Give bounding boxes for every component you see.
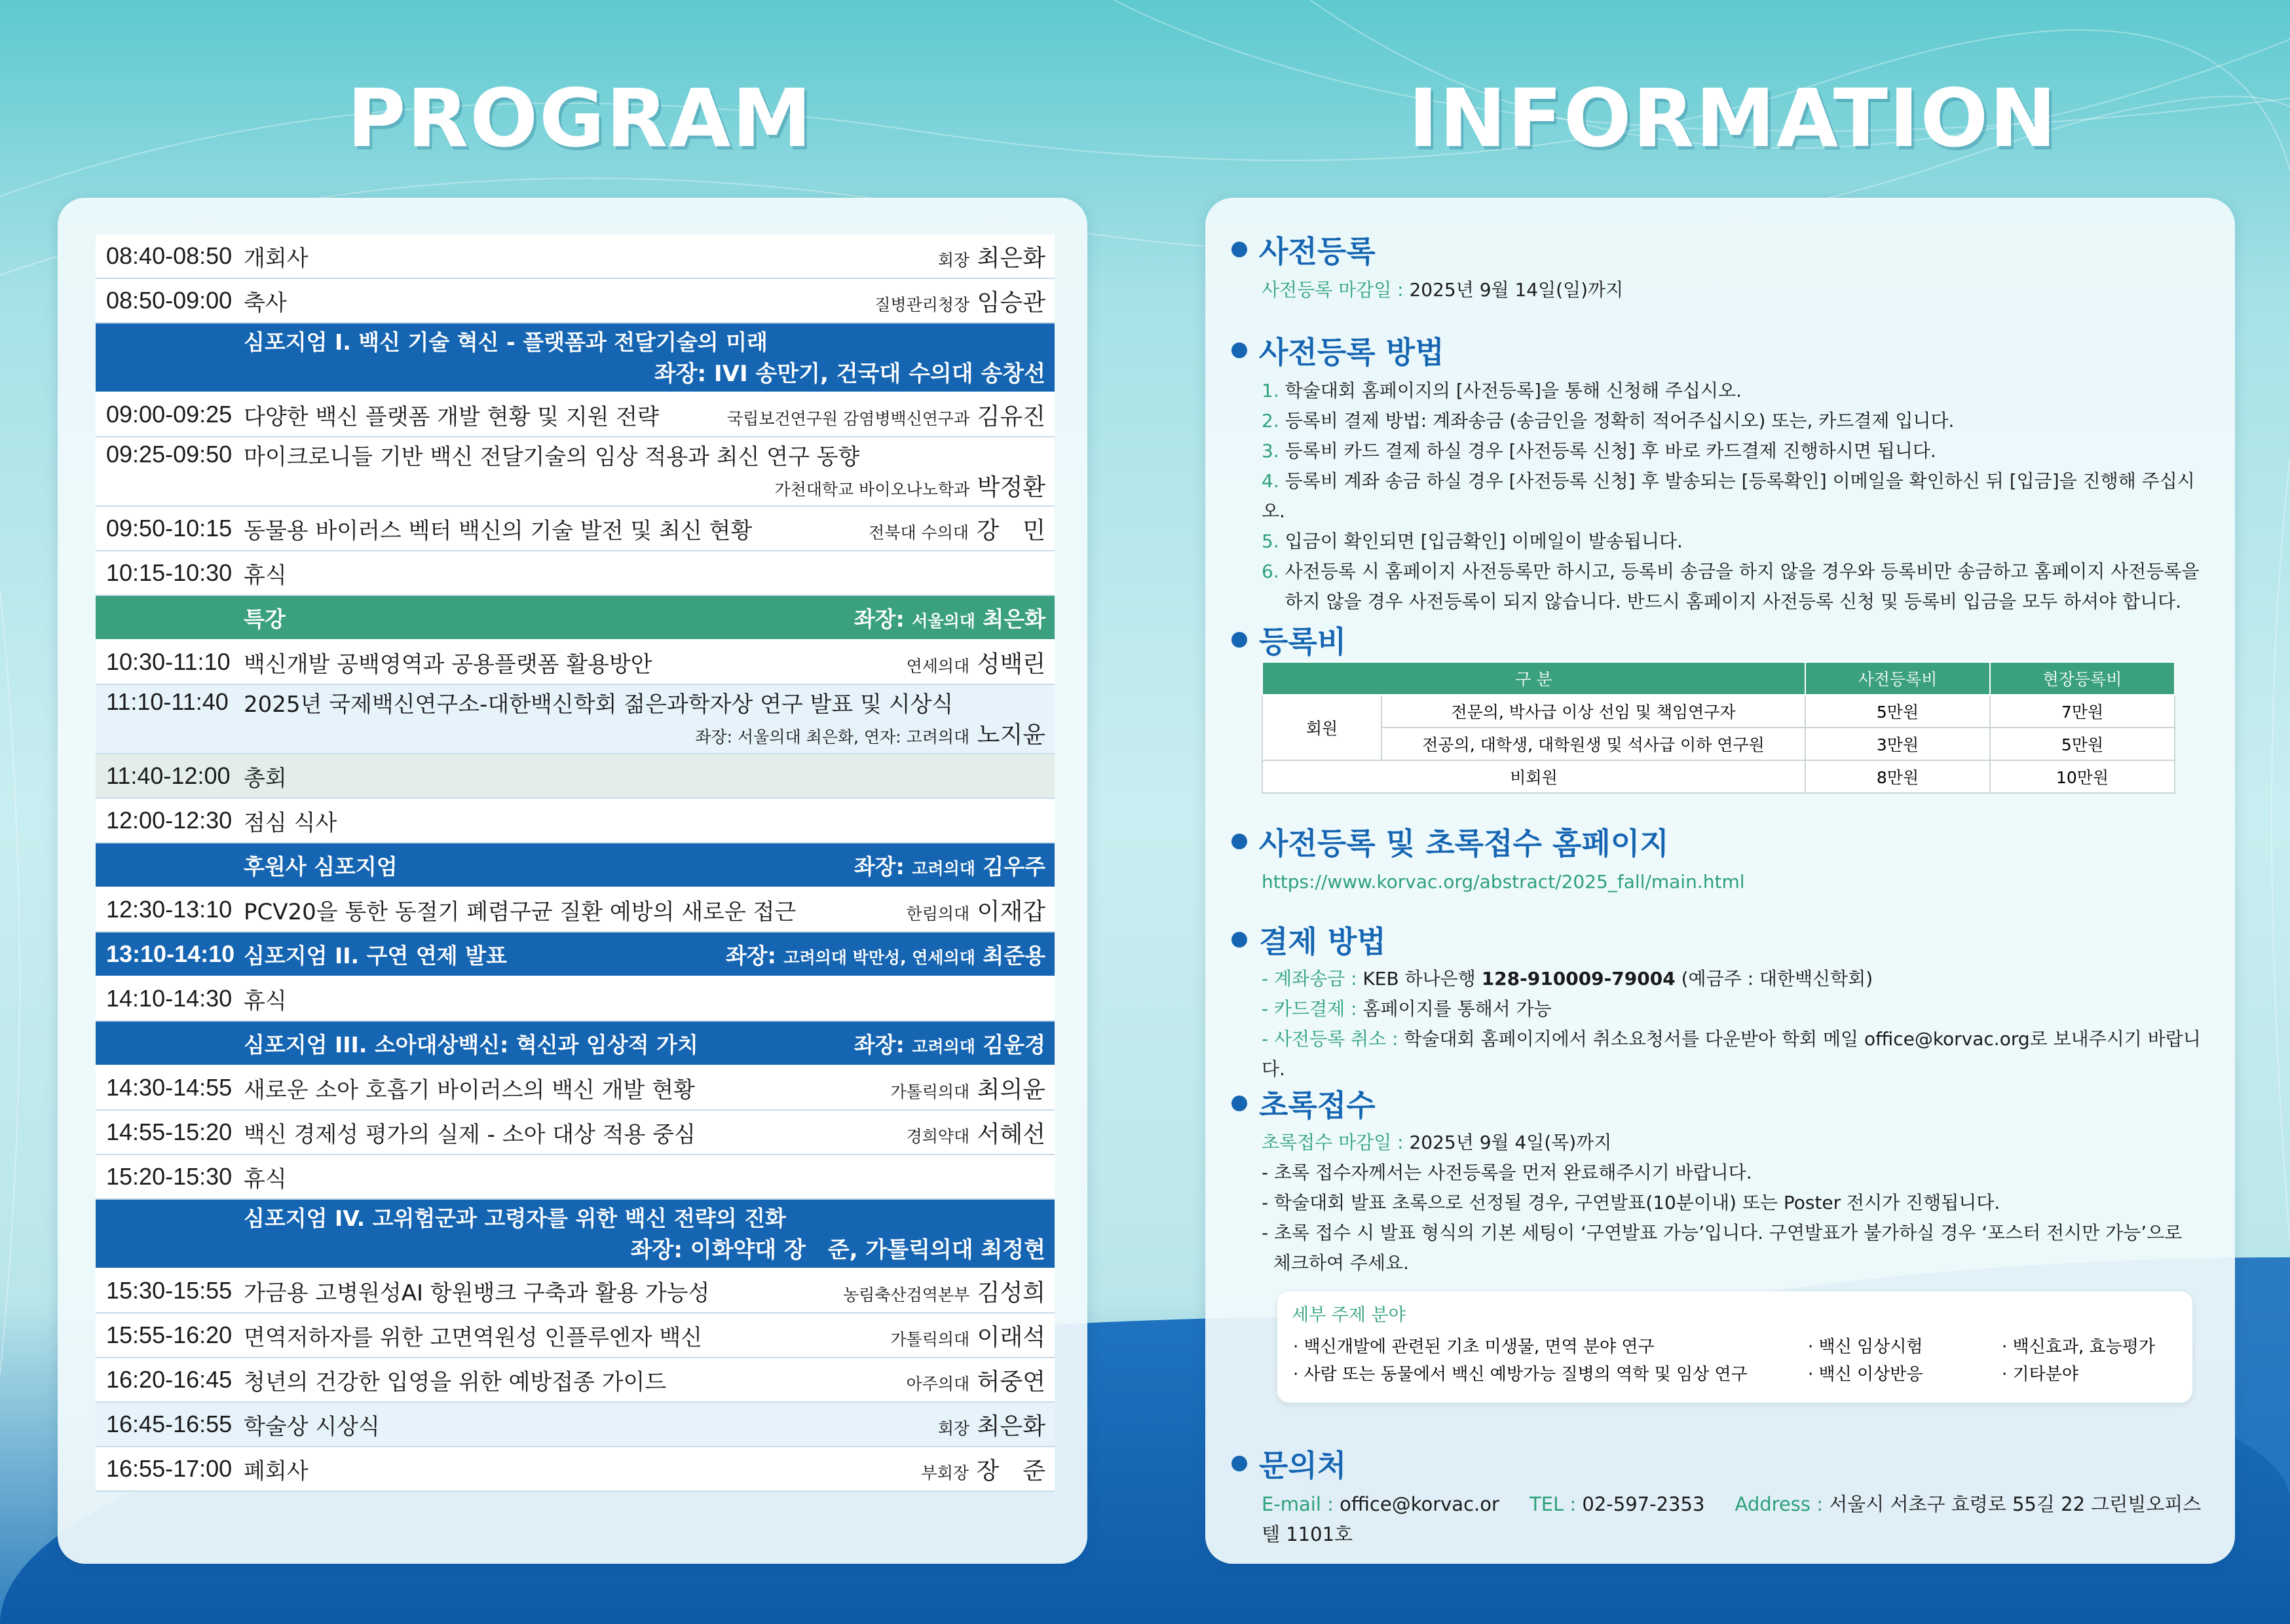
session-chair: 좌장: 이화약대 장 준, 가톨릭의대 최정현: [630, 1237, 1045, 1263]
session-title: 2025년 국제백신연구소-대한백신학회 젊은과학자상 연구 발표 및 시상식: [244, 691, 954, 718]
method-item: 5. 입금이 확인되면 [입금확인] 이메일이 발송됩니다.: [1262, 530, 1683, 552]
section-title: 등록비: [1231, 618, 2214, 661]
session-title: 동물용 바이러스 벡터 백신의 기술 발전 및 최신 현황: [244, 517, 753, 544]
session-title: 휴식: [244, 987, 287, 1014]
program-row: [96, 393, 1055, 437]
session-time: 16:45-16:55: [106, 1411, 233, 1437]
session-time: 16:20-16:45: [106, 1366, 233, 1393]
payment-item: - 사전등록 취소 : 학술대회 홈페이지에서 취소요청서를 다운받아 학회 메일 office@korvac.org로 보내주시기 바랍니다.: [1262, 1028, 2201, 1080]
session-time: 09:50-10:15: [106, 515, 233, 542]
session-time: 15:55-16:20: [106, 1321, 233, 1348]
abstract-note: - 초록 접수 시 발표 형식의 기본 세팅이 ‘구연발표 가능’입니다. 구연발표가 불가하실 경우 ‘포스터 전시만 가능’으로: [1262, 1222, 2183, 1244]
program-row: [96, 1155, 1055, 1200]
contact-tel: 02-597-2353: [1582, 1493, 1705, 1515]
speaker-affiliation: 연세의대: [906, 656, 970, 676]
session-time: 12:00-12:30: [106, 807, 233, 834]
speaker-affiliation: 회장: [937, 250, 970, 270]
program-row: [96, 1269, 1055, 1314]
program-row: [96, 799, 1055, 843]
session-time: 15:20-15:30: [106, 1163, 233, 1190]
program-row: [96, 1066, 1055, 1111]
contact-line: E-mail : office@korvac.or TEL : 02-597-2353 Address : 서울시 서초구 효령로 55길 22 그린빌오피스텔 1101호: [1262, 1493, 2202, 1545]
program-row: [96, 754, 1055, 799]
section-title: 사전등록 방법: [1231, 329, 2214, 372]
program-row: [96, 437, 1055, 507]
contact-address: 서울시 서초구 효령로 55길 22 그린빌오피스텔 1101호: [1262, 1493, 2202, 1545]
session-header: [96, 932, 1055, 977]
chair-affiliation: 서울의대: [912, 611, 975, 631]
session-title: 청년의 건강한 입영을 위한 예방접종 가이드: [244, 1369, 667, 1395]
speaker: 아주의대 허중연: [906, 1368, 1045, 1395]
session-title: 새로운 소아 호흡기 바이러스의 백신 개발 현황: [244, 1077, 695, 1103]
program-row: [96, 1358, 1055, 1403]
program-table: [96, 234, 1055, 1492]
method-item: 4. 등록비 계좌 송금 하실 경우 [사전등록 신청] 후 발송되는 [등록확인] 이메일을 확인하신 뒤 [입금]을 진행해 주십시오.: [1262, 470, 2195, 522]
speaker-affiliation: 경희약대: [906, 1126, 970, 1146]
session-time: 09:25-09:50: [106, 441, 233, 468]
session-header: [96, 843, 1055, 888]
information-heading: INFORMATION: [1408, 72, 2058, 165]
session-time: 12:30-13:10: [106, 896, 233, 923]
abstract-deadline: 2025년 9월 4일(목)까지: [1409, 1132, 1612, 1153]
payment-item: - 계좌송금 : KEB 하나은행 128-910009-79004 (예금주 : 대한백신학회): [1262, 968, 1873, 989]
fee-table: 구 분 사전등록비 현장등록비 회원 전문의, 박사급 이상 선임 및 책임연구자 5만원 7만원 전공의, 대학생, 대학원생 및 석사급 이하 연구원 3만원 5만원 비회원 8만원 10만원: [1262, 661, 2175, 794]
program-row: [96, 1314, 1055, 1358]
chair-affiliation: 고려의대: [912, 858, 975, 878]
program-row: [96, 977, 1055, 1022]
session-time: 09:00-09:25: [106, 401, 233, 428]
speaker-affiliation: 농림축산검역본부: [843, 1285, 970, 1304]
session-title: 마이크로니들 기반 백신 전달기술의 임상 적용과 최신 연구 동향: [244, 443, 860, 470]
program-row: [96, 685, 1055, 754]
chair-affiliation: 고려의대 박만성, 연세의대: [783, 948, 975, 967]
session-time: 16:55-17:00: [106, 1455, 233, 1482]
program-row: [96, 551, 1055, 596]
method-item: 2. 등록비 결제 방법: 계좌송금 (송금인을 정확히 적어주십시오) 또는, 카드결제 입니다.: [1262, 410, 1955, 432]
session-title: 특강: [244, 606, 286, 632]
session-time: 10:15-10:30: [106, 559, 233, 586]
session-time: 14:30-14:55: [106, 1074, 233, 1101]
speaker: 가톨릭의대 최의윤: [890, 1076, 1045, 1103]
contact-email[interactable]: office@korvac.or: [1340, 1493, 1499, 1515]
session-time: 14:55-15:20: [106, 1118, 233, 1145]
program-row: [96, 1111, 1055, 1155]
payment-item: - 카드결제 : 홈페이지를 통해서 가능: [1262, 998, 1552, 1020]
speaker-affiliation: 국립보건연구원 감염병백신연구과: [727, 409, 970, 428]
speaker: 회장 최은화: [937, 1412, 1045, 1440]
speaker-affiliation: 가천대학교 바이오나노학과: [774, 480, 970, 499]
program-row: [96, 1403, 1055, 1447]
session-title: 축사: [244, 289, 287, 316]
speaker: 연세의대 성백린: [906, 650, 1045, 678]
session-title: 가금용 고병원성AI 항원뱅크 구축과 활용 가능성: [244, 1280, 710, 1306]
abstract-note: - 초록 접수자께서는 사전등록을 먼저 완료해주시기 바랍니다.: [1262, 1162, 1752, 1183]
session-title: 백신개발 공백영역과 공용플랫폼 활용방안: [244, 651, 652, 678]
session-header: [96, 1022, 1055, 1066]
program-row: [96, 1447, 1055, 1492]
speaker-affiliation: 질병관리청장: [874, 295, 970, 314]
session-time: 08:40-08:50: [106, 242, 233, 269]
speaker: 농림축산검역본부 김성희: [843, 1279, 1045, 1306]
prereg-deadline-label: 사전등록 마감일 :: [1262, 279, 1404, 301]
section-title: 문의처: [1231, 1442, 2214, 1485]
session-title: 심포지엄 I. 백신 기술 혁신 - 플랫폼과 전달기술의 미래: [244, 329, 768, 355]
speaker: 가천대학교 바이오나노학과 박정환: [774, 474, 1045, 501]
program-row: [96, 507, 1055, 551]
speaker: 좌장: 서울의대 최은화, 연자: 고려의대 노지윤: [695, 722, 1045, 748]
session-time: 13:10-14:10: [106, 940, 235, 967]
session-title: 심포지엄 IV. 고위험군과 고령자를 위한 백신 전략의 진화: [244, 1205, 786, 1231]
session-title: 심포지엄 III. 소아대상백신: 혁신과 임상적 가치: [244, 1031, 698, 1058]
section-title: 사전등록 및 초록접수 홈페이지: [1231, 820, 2214, 863]
session-chair: 좌장: 고려의대 김우주: [854, 853, 1045, 879]
session-title: 총회: [244, 765, 287, 792]
program-heading: PROGRAM: [347, 72, 813, 165]
speaker-affiliation: 한림의대: [906, 904, 970, 923]
session-title: 심포지엄 II. 구연 연제 발표: [244, 942, 507, 969]
session-title: PCV20을 통한 동절기 폐렴구균 질환 예방의 새로운 접근: [244, 898, 797, 925]
detail-topics-box: 세부 주제 분야 · 백신개발에 관련된 기초 미생물, 면역 분야 연구 · 사람 또는 동물에서 백신 예방가능 질병의 역학 및 임상 연구 · 백신 임상시험 · 백신 이상반응 · 백신효과, 효능평가 · 기타분야: [1277, 1291, 2192, 1403]
speaker: 전북대 수의대 강 민: [869, 517, 1045, 544]
chair-affiliation: 고려의대: [912, 1037, 975, 1056]
method-item: 1. 학술대회 홈페이지의 [사전등록]을 통해 신청해 주십시오.: [1262, 380, 1742, 401]
speaker-affiliation: 아주의대: [906, 1374, 970, 1393]
session-title: 휴식: [244, 562, 287, 589]
session-title: 다양한 백신 플랫폼 개발 현황 및 지원 전략: [244, 403, 659, 430]
speaker: 회장 최은화: [937, 244, 1045, 272]
section-title: 결제 방법: [1231, 918, 2214, 961]
prereg-deadline: 2025년 9월 14일(일)까지: [1409, 279, 1624, 301]
session-chair: 좌장: 고려의대 박만성, 연세의대 최준용: [725, 942, 1045, 969]
session-chair: 좌장: 고려의대 김윤경: [854, 1031, 1045, 1058]
speaker: 한림의대 이재갑: [906, 898, 1045, 925]
session-header: [96, 596, 1055, 640]
speaker-affiliation: 부회장: [921, 1463, 969, 1483]
session-title: 면역저하자를 위한 고면역원성 인플루엔자 백신: [244, 1324, 703, 1351]
speaker: 국립보건연구원 감염병백신연구과 김유진: [727, 403, 1045, 430]
payment-list: [1231, 964, 2214, 1084]
speaker: 부회장 장 준: [921, 1457, 1045, 1485]
session-header: [96, 323, 1055, 393]
homepage-link[interactable]: https://www.korvac.org/abstract/2025_fall/main.html: [1262, 871, 1745, 893]
information-panel: 사전등록 사전등록 마감일 : 2025년 9월 14일(일)까지 사전등록 방법 1. 학술대회 홈페이지의 [사전등록]을 통해 신청해 주십시오. 2. 등록비 결제 방법: 계좌송금 (송금인을 정확히 적어주십시오) 또는, 카드결제 입니다. 3. 등록비 카드 결제 하실 경우 [사전등록 신청] 후 바로 카드결제 진행하시면 됩니다. 4. 등록비 계좌 송금 하실 경우 [사전등록 신청] 후 발송되는 [등록확인] 이메일을 확인하신 뒤 [입금]을 진행해 주십시오. 5. 입금이 확인되면 [입금확인] 이메일이 발송됩니다. 6. 사전등록 시 홈페이지 사전등록만 하시고, 등록비 송금을 하지 않을 경우와 등록비만 송금하고 홈페이지 사전등록을 하지 않을 경우 사전등록이 되지 않습니다. 반드시 홈페이지 사전등록 신청 및 등록비 입금을 모두 하셔야 합니다. 등록비 구 분 사전등록비 현장등록비 회원 전문의, 박사급 이상 선임 및 책임연구자 5만원 7만원 전공의, 대학생, 대학원생 및 석사급 이하 연구원 3만원 5만원 비회원 8만원 10만원 사전등록 및 초록접수 홈페이지 https://www.korvac.org/abstract/2025_fall/main.html 결제 방법 - 계좌송금 : KEB 하나은행 128-910009-79004 (예금주 : 대한백신학회) - 카드결제 : 홈페이지를 통해서 가능 - 사전등록 취소 : 학술대회 홈페이지에서 취소요청서를 다운받아 학회 메일 office@korvac.org로 보내주시기 바랍니다. 초록접수 초록접수 마감일 : 2025년 9월 4일(목)까지 - 초록 접수자께서는 사전등록을 먼저 완료해주시기 바랍니다. - 학술대회 발표 초록으로 선정될 경우, 구연발표(10분이내) 또는 Poster 전시가 진행됩니다. - 초록 접수 시 발표 형식의 기본 세팅이 ‘구연발표 가능’입니다. 구연발표가 불가하실 경우 ‘포스터 전시만 가능’으로 체크하여 주세요. 세부 주제 분야 · 백신개발에 관련된 기초 미생물, 면역 분야 연구 · 사람 또는 동물에서 백신 예방가능 질병의 역학 및 임상 연구 · 백신 임상시험 · 백신 이상반응 · 백신효과, 효능평가 · 기타분야 문의처 E-mail : office@korvac.or TEL : 02-597-2353 Address : 서울시 서초구 효령로 55길 22 그린빌오피스텔 1101호: [1205, 198, 2235, 1564]
session-time: 10:30-11:10: [106, 648, 231, 675]
method-item: 3. 등록비 카드 결제 하실 경우 [사전등록 신청] 후 바로 카드결제 진행하시면 됩니다.: [1262, 440, 1936, 462]
section-title: 사전등록: [1231, 228, 2214, 271]
program-row: [96, 279, 1055, 323]
speaker-affiliation: 좌장: 서울의대 최은화, 연자: 고려의대: [695, 728, 970, 747]
session-time: 08:50-09:00: [106, 287, 233, 314]
speaker-affiliation: 가톨릭의대: [890, 1329, 970, 1349]
session-time: 11:40-12:00: [106, 762, 231, 789]
speaker: 가톨릭의대 이래석: [890, 1323, 1045, 1351]
session-title: 학술상 시상식: [244, 1413, 380, 1440]
abstract-notes: [1231, 1158, 2214, 1278]
session-title: 휴식: [244, 1166, 287, 1192]
session-header: [96, 1200, 1055, 1269]
session-title: 점심 식사: [244, 809, 337, 836]
session-time: 14:10-14:30: [106, 985, 233, 1012]
program-panel: [58, 198, 1087, 1564]
program-row: [96, 888, 1055, 932]
method-item: 6. 사전등록 시 홈페이지 사전등록만 하시고, 등록비 송금을 하지 않을 경우와 등록비만 송금하고 홈페이지 사전등록을: [1262, 561, 2200, 582]
session-chair: 좌장: IVI 송만기, 건국대 수의대 송창선: [654, 361, 1045, 387]
speaker-affiliation: 전북대 수의대: [869, 523, 969, 542]
session-time: 15:30-15:55: [106, 1277, 233, 1304]
program-row: [96, 234, 1055, 279]
prereg-method-list: [1231, 376, 2214, 617]
method-item: 하지 않을 경우 사전등록이 되지 않습니다. 반드시 홈페이지 사전등록 신청 및 등록비 입금을 모두 하셔야 합니다.: [1285, 591, 2182, 612]
session-title: 백신 경제성 평가의 실제 - 소아 대상 적용 중심: [244, 1121, 696, 1148]
speaker: 경희약대 서혜선: [906, 1120, 1045, 1148]
speaker-affiliation: 회장: [937, 1418, 970, 1438]
abstract-note: 체크하여 주세요.: [1262, 1252, 1409, 1274]
account-number: 128-910009-79004: [1481, 968, 1676, 989]
session-time: 11:10-11:40: [106, 688, 229, 715]
session-chair: 좌장: 서울의대 최은화: [854, 606, 1045, 632]
speaker-affiliation: 가톨릭의대: [890, 1082, 970, 1101]
program-row: [96, 640, 1055, 685]
session-title: 폐회사: [244, 1458, 309, 1485]
speaker: 질병관리청장 임승관: [874, 289, 1045, 316]
abstract-note: - 학술대회 발표 초록으로 선정될 경우, 구연발표(10분이내) 또는 Poster 전시가 진행됩니다.: [1262, 1192, 2000, 1213]
section-title: 초록접수: [1231, 1082, 2214, 1125]
session-title: 후원사 심포지엄: [244, 853, 398, 879]
session-title: 개회사: [244, 245, 309, 272]
